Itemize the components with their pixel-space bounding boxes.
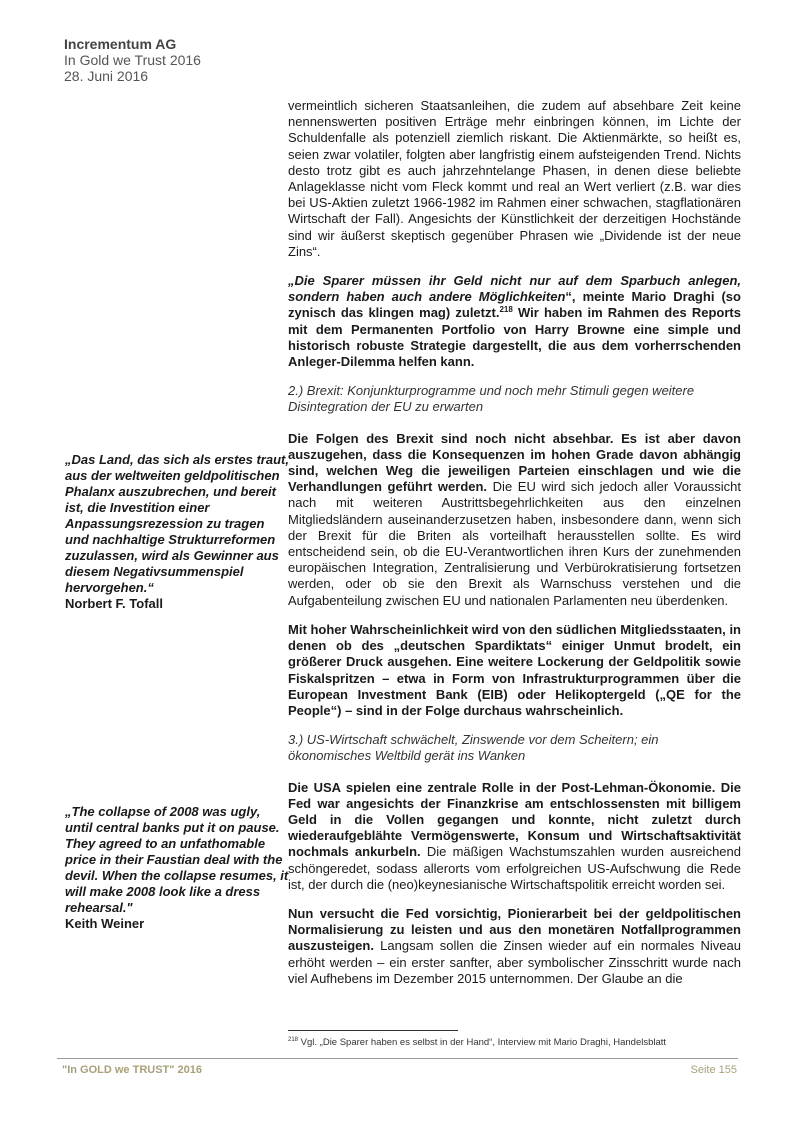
section-heading-us: 3.) US-Wirtschaft schwächelt, Zinswende vor dem Scheitern; ein ökonomisches Weltbild gerät ins Wanken (288, 732, 659, 764)
paragraph-text: Die EU wird sich jedoch aller Voraussicht nach mit weiteren Austrittsbegehrlichkeiten aus den einzelnen Mitgliedsländern auseinanderzusetzen haben, insbesondere dann, wenn sich der Brexit für die Briten als vorteilhaft herausstellen sollte. Es wird entscheidend sein, ob die EU-Verantwortlichen ihren Kurs der zunehmenden europäischen Integration, Zentralisierung und Verbürokratisierung fortsetzen werden, oder ob sie den Brexit als Warnschuss verstehen und die Aufgabenteilung zwischen EU und nationalen Parlamenten neu überdenken. (288, 479, 741, 608)
section-heading-brexit: 2.) Brexit: Konjunkturprogramme und noch mehr Stimuli gegen weitere Disintegration der EU zu erwarten (288, 383, 695, 415)
paragraph (288, 780, 741, 893)
paragraph (288, 906, 741, 987)
sidebar-quote-tofall (65, 452, 290, 612)
company-name: Incrementum AG (64, 36, 177, 52)
page-number: Seite 155 (690, 1064, 737, 1076)
footnote-number: 218 (288, 1037, 299, 1043)
quote-author: Keith Weiner (65, 916, 145, 931)
footnote-text: Vgl. „Die Sparer haben es selbst in der Hand“, Interview mit Mario Draghi, Handelsblatt (298, 1037, 667, 1048)
paragraph-text: Die mäßigen Wachstumszahlen wurden ausreichend schöngeredet, sodass allerorts vom erfolgreichen US-Aufschwung die Rede ist, der durch die (neo)keynesianische Wirtschaftspolitik erreicht worden sei. (288, 844, 741, 892)
page-header (64, 36, 201, 84)
paragraph: Mit hoher Wahrscheinlichkeit wird von den südlichen Mitgliedsstaaten, in denen ob des „deutschen Spardiktats“ einiger Unmut brodelt, ein größerer Druck ausgehen. Eine weitere Lockerung der Geldpolitik sowie Fiskalspritzen – etwa in Form von Infrastrukturprogrammen über die European Investment Bank (EIB) oder Helikoptergeld („QE for the People“) – sind in der Folge durchaus wahrscheinlich. (288, 621, 741, 718)
paragraph-text: Wir haben im Rahmen des Reports mit dem Permanenten Portfolio von Harry Browne eine simple und historisch robuste Strategie dargestellt, die aus dem vorherrschenden Anleger-Dilemma helfen kann. (288, 305, 741, 370)
footer-divider (57, 1058, 738, 1059)
sidebar-quote-weiner (65, 804, 290, 932)
bold-lead: Die Folgen des Brexit sind noch nicht absehbar. Es ist aber davon auszugehen, dass die Konsequenzen im hohen Grade davon abhängig sind, welchen Weg die jeweiligen Parteien einschlagen und wie die Verhandlungen geführt werden. (288, 430, 741, 495)
paragraph-text: “, meinte Mario Draghi (so zynisch das klingen mag) zuletzt. (288, 289, 741, 321)
footnote-divider (288, 1030, 458, 1031)
bold-lead: Die USA spielen eine zentrale Rolle in der Post-Lehman-Ökonomie. Die Fed war angesichts der Finanzkrise am entschlossensten mit billigem Geld in die Vollen gegangen und konnte, nicht zuletzt durch wiederaufgeblähte Vermögenswerte, Konsum und Wirtschaftsaktivität nochmals ankurbeln. (288, 779, 741, 860)
main-text-column (288, 98, 741, 1000)
footer-title: "In GOLD we TRUST" 2016 (62, 1064, 203, 1076)
footnote-ref[interactable]: 218 (499, 305, 513, 315)
quote-text: „Das Land, das sich als erstes traut, aus der weltweiten geldpolitischen Phalanx auszubrechen, und bereit ist, die Investition einer Anpassungsrezession zu tragen und nachhaltige Strukturreformen zuzulassen, wird als Gewinner aus diesem Negativsummenspiel hervorgehen.“ (65, 452, 289, 595)
quote-author: Norbert F. Tofall (65, 596, 163, 611)
paragraph: vermeintlich sicheren Staatsanleihen, die zudem auf absehbare Zeit keine nennenswerten positiven Erträge mehr einbringen können, im Lichte der Schuldenfalle als potenziell ziemlich riskant. Die Aktienmärkte, so heißt es, seien zwar volatiler, folgten aber langfristig einem aufsteigenden Trend. Nichts desto trotz gibt es auch jahrzehntelange Phasen, in denen diese beliebte Anlageklasse nicht vom Fleck kommt und real an Wert verliert (z.B. war dies bei US-Aktien zuletzt 1966-1982 im Rahmen einer schwachen, stagflationären Wirtschaft der Fall). Angesichts der Künstlichkeit der derzeitigen Hochstände sind wir äußerst skeptisch gegenüber Phrasen wie „Dividende ist der neue Zins“. (288, 98, 741, 259)
report-date: 28. Juni 2016 (64, 68, 149, 84)
paragraph-draghi (288, 273, 741, 370)
footnote (288, 1037, 666, 1048)
bold-lead: Nun versucht die Fed vorsichtig, Pionierarbeit bei der geldpolitischen Normalisierung zu leisten und aus den monetären Notfallprogrammen auszusteigen. (288, 905, 741, 954)
paragraph (288, 431, 741, 609)
draghi-quote: „Die Sparer müssen ihr Geld nicht nur auf dem Sparbuch anlegen, sondern haben auch andere Möglichkeiten (288, 273, 741, 305)
paragraph-text: Langsam sollen die Zinsen wieder auf ein normales Niveau erhöht werden – ein erster sanfter, aber symbolischer Zinsschritt wurde nach viel Aufhebens im Dezember 2015 unternommen. Der Glaube an die (288, 938, 741, 986)
report-title: In Gold we Trust 2016 (64, 52, 201, 68)
quote-text: „The collapse of 2008 was ugly, until central banks put it on pause. They agreed to an unfathomable price in their Faustian deal with the devil. When the collapse resumes, it will make 2008 look like a dress rehearsal." (65, 804, 289, 915)
